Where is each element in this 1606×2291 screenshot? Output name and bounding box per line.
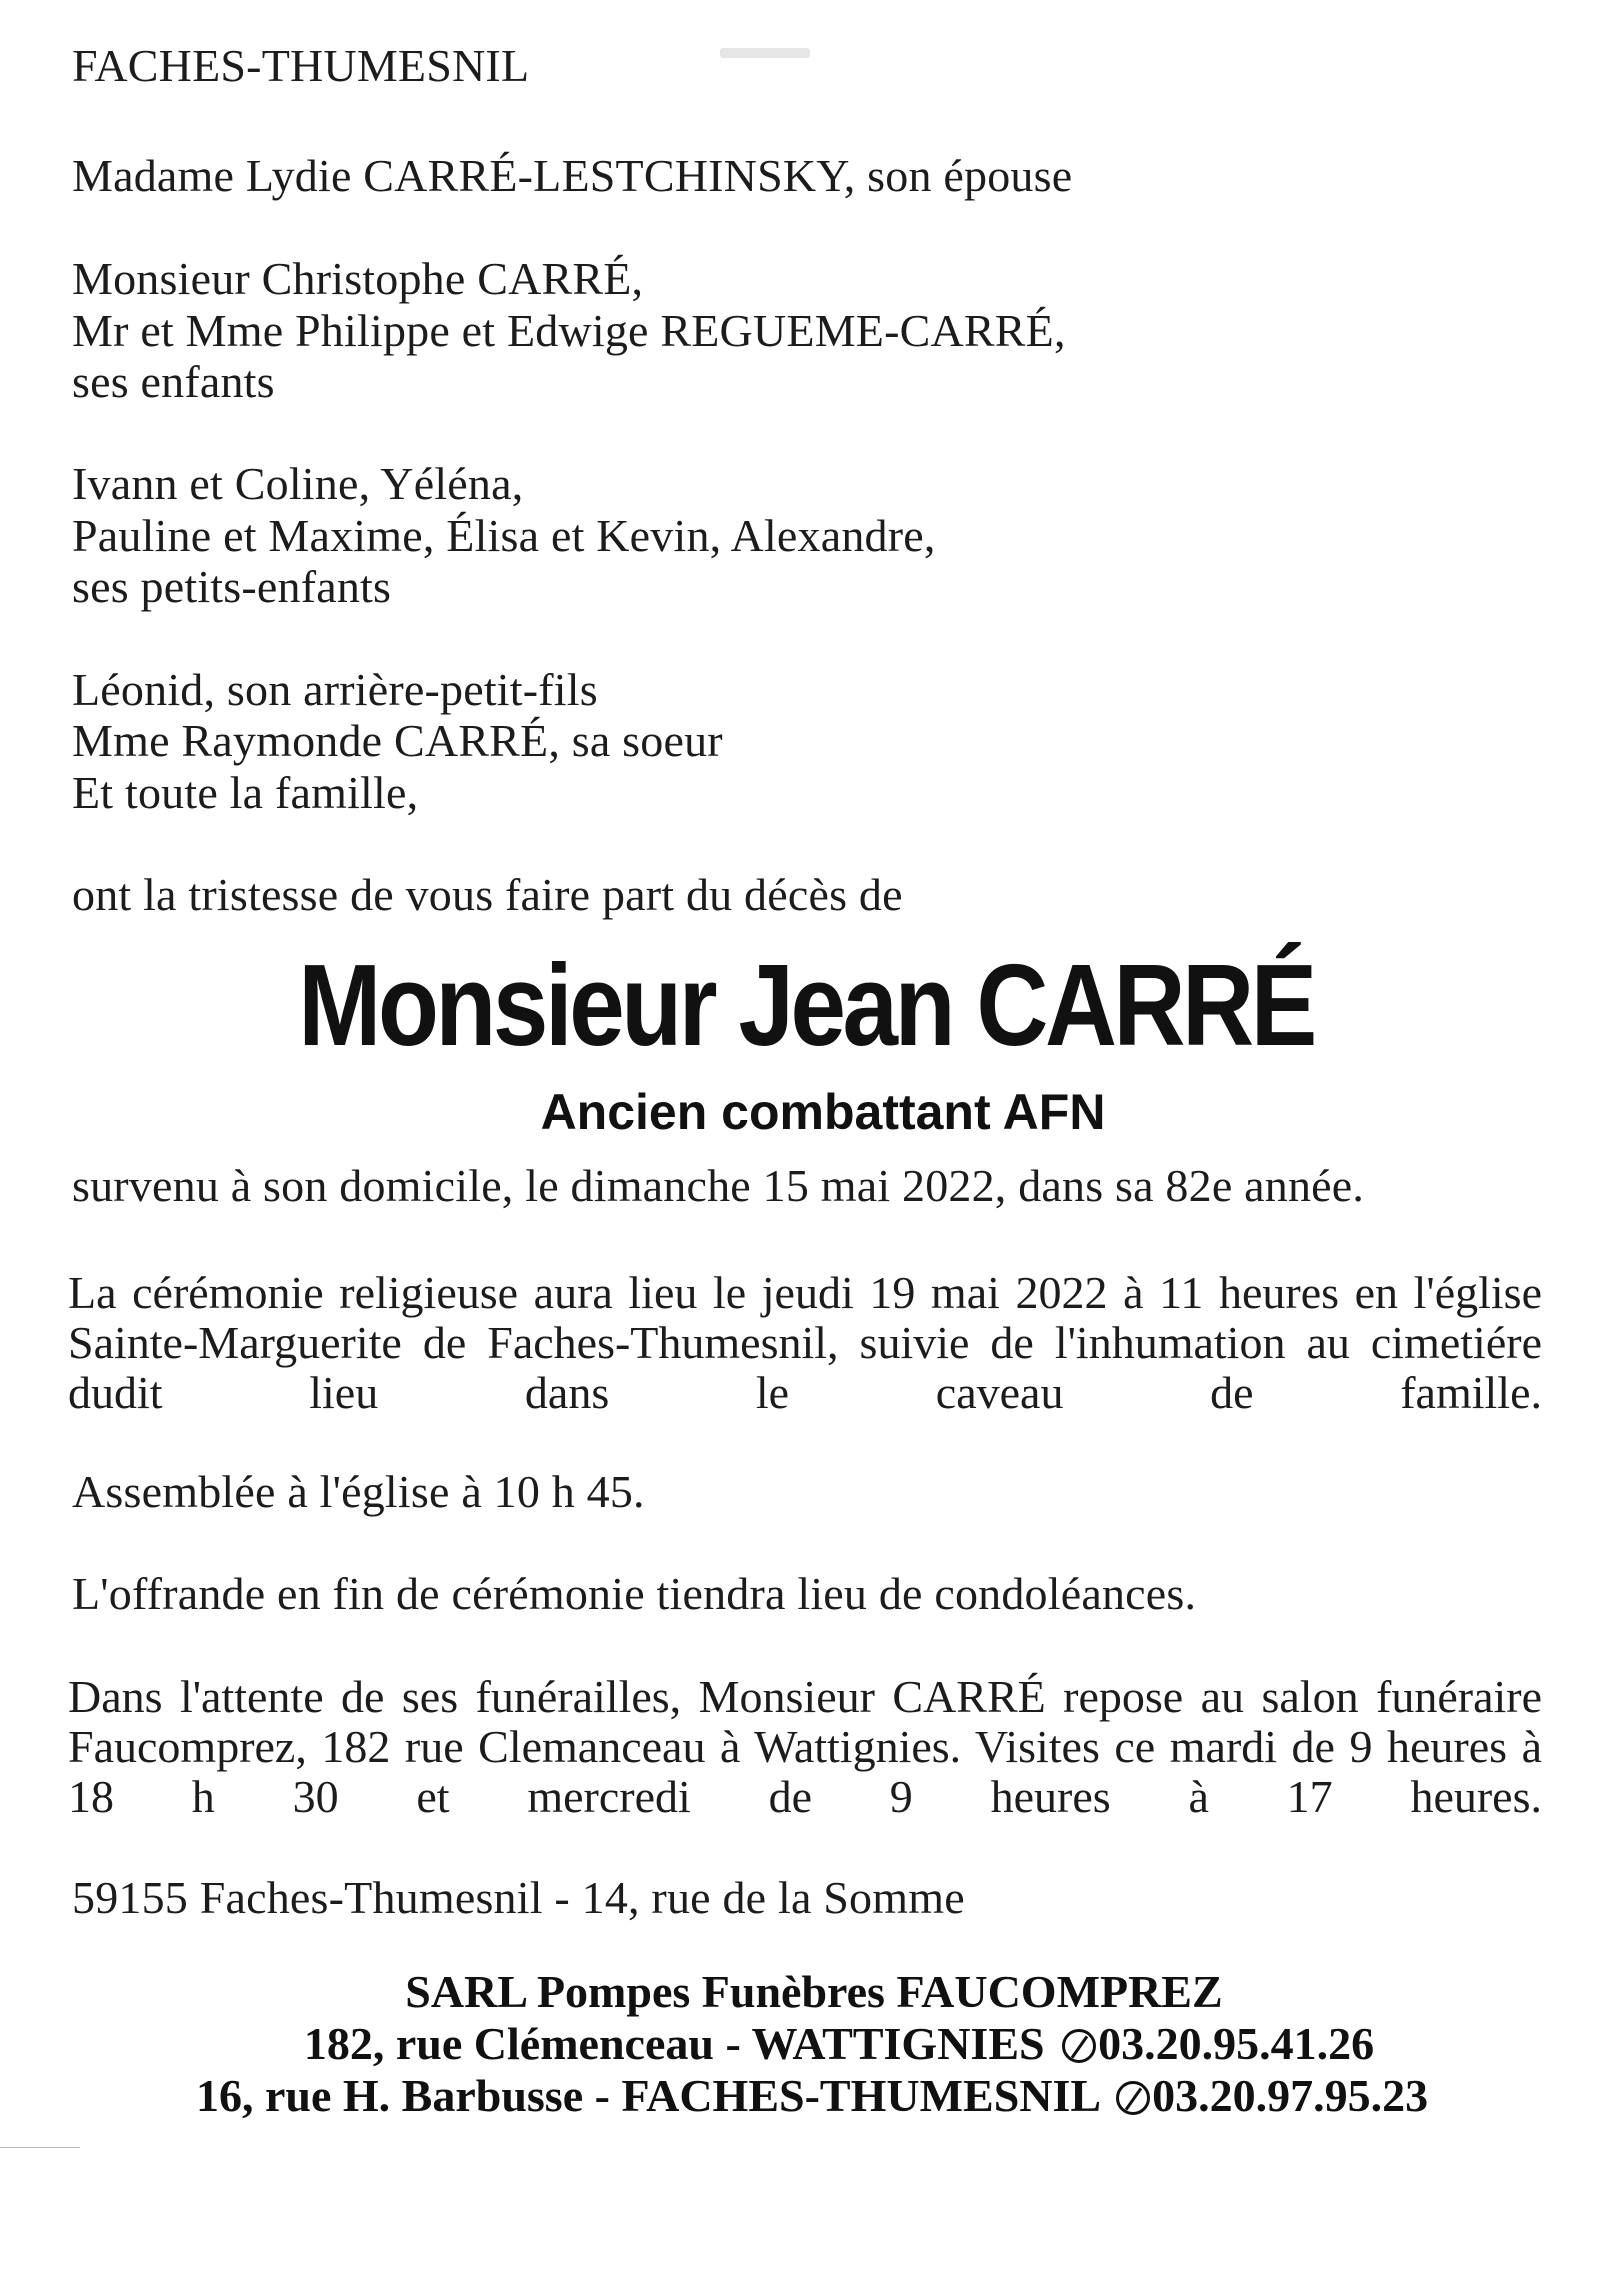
sister-line: Mme Raymonde CARRÉ, sa soeur bbox=[72, 715, 723, 766]
announcement-intro: ont la tristesse de vous faire part du décès de bbox=[72, 869, 903, 920]
scan-artifact bbox=[720, 48, 810, 58]
family-address: 59155 Faches-Thumesnil - 14, rue de la Somme bbox=[72, 1872, 965, 1923]
deceased-title: Ancien combattant AFN bbox=[540, 1084, 1106, 1140]
phone-icon bbox=[1062, 2029, 1096, 2063]
repose-paragraph: Dans l'attente de ses funérailles, Monsieur CARRÉ repose au salon funéraire Faucomprez, 182 rue Clemanceau à Wattignies. Visites ce mardi de 9 heures à 18 h 30 et mercredi de 9 heures à 17 heures. bbox=[68, 1671, 1542, 1822]
great-grandchild-line: Léonid, son arrière-petit-fils bbox=[72, 664, 598, 715]
company-phone-2: 03.20.97.95.23 bbox=[1152, 2070, 1429, 2121]
company-phone-1: 03.20.95.41.26 bbox=[1098, 2018, 1375, 2069]
child-line-2: Mr et Mme Philippe et Edwige REGUEME-CARRÉ, bbox=[72, 305, 1066, 356]
ceremony-paragraph: La cérémonie religieuse aura lieu le jeudi 19 mai 2022 à 11 heures en l'église Sainte-Marguerite de Faches-Thumesnil, suivie de l'inhumation au cimetiére dudit lieu dans le caveau de famille. bbox=[68, 1267, 1542, 1418]
offering-line: L'offrande en fin de cérémonie tiendra lieu de condoléances. bbox=[72, 1568, 1197, 1619]
grandchildren-label: ses petits-enfants bbox=[72, 561, 392, 612]
company-address-1 bbox=[0, 2018, 1606, 2070]
company-address-1-text: 182, rue Clémenceau - WATTIGNIES bbox=[303, 2018, 1057, 2069]
town-heading: FACHES-THUMESNIL bbox=[72, 40, 530, 91]
deceased-name: Monsieur Jean CARRÉ bbox=[298, 940, 1314, 1070]
assembly-line: Assemblée à l'église à 10 h 45. bbox=[72, 1466, 645, 1517]
grandchildren-line-1: Ivann et Coline, Yéléna, bbox=[72, 458, 524, 509]
company-address-2 bbox=[0, 2070, 1606, 2122]
scan-edge-line bbox=[0, 2147, 80, 2148]
child-line-1: Monsieur Christophe CARRÉ, bbox=[72, 253, 644, 304]
family-line: Et toute la famille, bbox=[72, 767, 419, 818]
grandchildren-line-2: Pauline et Maxime, Élisa et Kevin, Alexandre, bbox=[72, 510, 936, 561]
children-label: ses enfants bbox=[72, 356, 275, 407]
death-details: survenu à son domicile, le dimanche 15 mai 2022, dans sa 82e année. bbox=[72, 1160, 1365, 1211]
phone-icon bbox=[1116, 2081, 1150, 2115]
funeral-company: SARL Pompes Funèbres FAUCOMPREZ bbox=[405, 1966, 1223, 2017]
wife-line: Madame Lydie CARRÉ-LESTCHINSKY, son épouse bbox=[72, 150, 1073, 201]
company-address-2-text: 16, rue H. Barbusse - FACHES-THUMESNIL bbox=[195, 2070, 1111, 2121]
